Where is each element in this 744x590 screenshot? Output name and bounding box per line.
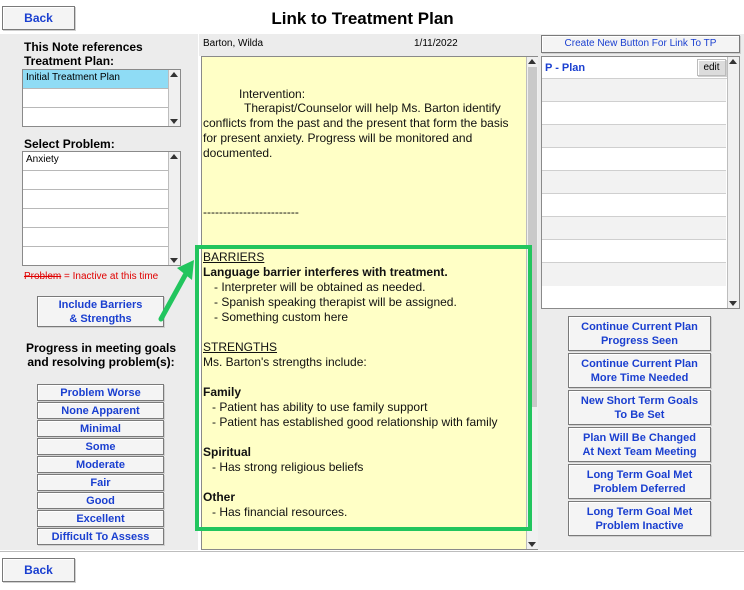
other-heading: Other bbox=[203, 490, 236, 504]
progress-difficult-button[interactable]: Difficult To Assess bbox=[37, 528, 164, 545]
ltg-met-inactive-button[interactable]: Long Term Goal Met Problem Inactive bbox=[568, 501, 711, 536]
plan-row[interactable] bbox=[542, 194, 726, 217]
plan-row[interactable] bbox=[542, 148, 726, 171]
progress-problem-worse-button[interactable]: Problem Worse bbox=[37, 384, 164, 401]
progress-minimal-button[interactable]: Minimal bbox=[37, 420, 164, 437]
scroll-down-icon[interactable] bbox=[729, 301, 737, 306]
scroll-down-icon[interactable] bbox=[170, 119, 178, 124]
progress-some-button[interactable]: Some bbox=[37, 438, 164, 455]
footer-divider bbox=[0, 551, 744, 552]
note-date: 1/11/2022 bbox=[414, 38, 458, 49]
list-item[interactable] bbox=[23, 228, 180, 247]
plan-scrollbar[interactable] bbox=[727, 57, 739, 308]
barriers-heading: BARRIERS bbox=[203, 250, 265, 264]
family-heading: Family bbox=[203, 385, 242, 399]
spiritual-item: - Has strong religious beliefs bbox=[212, 460, 364, 474]
barriers-item: - Interpreter will be obtained as needed. bbox=[214, 280, 426, 294]
barriers-item: - Something custom here bbox=[214, 310, 349, 324]
plan-row[interactable] bbox=[542, 171, 726, 194]
select-problem-label: Select Problem: bbox=[24, 137, 115, 151]
include-barriers-strengths-button[interactable]: Include Barriers & Strengths bbox=[37, 296, 164, 327]
intervention-line-1: Therapist/Counselor will help Ms. Barton identify bbox=[244, 101, 501, 115]
legend-strike-word: Problem bbox=[24, 271, 62, 282]
create-new-button-link[interactable]: Create New Button For Link To TP bbox=[541, 35, 740, 53]
strengths-heading: STRENGTHS bbox=[203, 340, 278, 354]
continue-progress-seen-button[interactable]: Continue Current Plan Progress Seen bbox=[568, 316, 711, 351]
pointer-arrow-icon bbox=[158, 258, 198, 322]
plan-row[interactable] bbox=[542, 240, 726, 263]
list-item[interactable] bbox=[23, 209, 180, 228]
legend-text: = Inactive at this time bbox=[61, 271, 159, 282]
plan-header-row bbox=[542, 57, 739, 79]
problem-list-scrollbar[interactable] bbox=[168, 152, 180, 265]
strengths-intro: Ms. Barton's strengths include: bbox=[203, 355, 367, 369]
back-button-top[interactable]: Back bbox=[2, 6, 75, 30]
back-button-bottom[interactable]: Back bbox=[2, 558, 75, 582]
treatment-plan-list[interactable] bbox=[22, 69, 181, 127]
inactive-legend bbox=[24, 271, 158, 282]
family-item: - Patient has ability to use family support bbox=[212, 400, 428, 414]
barriers-title: Language barrier interferes with treatment. bbox=[203, 265, 448, 279]
plan-row[interactable] bbox=[542, 79, 726, 102]
progress-label: Progress in meeting goals and resolving problem(s): bbox=[25, 341, 177, 369]
edit-button[interactable]: edit bbox=[697, 59, 726, 76]
problem-list[interactable] bbox=[22, 151, 181, 266]
intervention-line-4: documented. bbox=[203, 146, 273, 160]
plan-row[interactable] bbox=[542, 125, 726, 148]
plan-row[interactable] bbox=[542, 263, 726, 286]
progress-fair-button[interactable]: Fair bbox=[37, 474, 164, 491]
family-item: - Patient has established good relationship with family bbox=[212, 415, 498, 429]
ltg-met-deferred-button[interactable]: Long Term Goal Met Problem Deferred bbox=[568, 464, 711, 499]
plan-box bbox=[541, 56, 740, 309]
progress-moderate-button[interactable]: Moderate bbox=[37, 456, 164, 473]
barriers-item: - Spanish speaking therapist will be assigned. bbox=[214, 295, 457, 309]
new-short-term-goals-button[interactable]: New Short Term Goals To Be Set bbox=[568, 390, 711, 425]
intervention-title: Intervention: bbox=[239, 87, 306, 101]
scroll-up-icon[interactable] bbox=[170, 154, 178, 159]
plan-will-be-changed-button[interactable]: Plan Will Be Changed At Next Team Meeting bbox=[568, 427, 711, 462]
highlight-box bbox=[195, 245, 532, 531]
plan-rows bbox=[542, 79, 726, 286]
plan-label: P - Plan bbox=[545, 62, 586, 74]
spiritual-heading: Spiritual bbox=[203, 445, 252, 459]
references-label: This Note references Treatment Plan: bbox=[24, 40, 143, 68]
progress-excellent-button[interactable]: Excellent bbox=[37, 510, 164, 527]
list-item[interactable] bbox=[23, 247, 180, 266]
scroll-up-icon[interactable] bbox=[528, 59, 536, 64]
scroll-up-icon[interactable] bbox=[729, 59, 737, 64]
plan-row[interactable] bbox=[542, 217, 726, 240]
list-item[interactable] bbox=[23, 108, 180, 127]
list-item[interactable]: Anxiety bbox=[23, 152, 180, 171]
list-item[interactable] bbox=[23, 89, 180, 108]
other-item: - Has financial resources. bbox=[212, 505, 348, 519]
scroll-up-icon[interactable] bbox=[170, 72, 178, 77]
plan-list-scrollbar[interactable] bbox=[168, 70, 180, 126]
intervention-line-2: conflicts from the past and the present that form the basis bbox=[203, 116, 509, 130]
continue-more-time-button[interactable]: Continue Current Plan More Time Needed bbox=[568, 353, 711, 388]
list-item[interactable]: Initial Treatment Plan bbox=[23, 70, 180, 89]
page-title: Link to Treatment Plan bbox=[271, 9, 454, 28]
patient-name: Barton, Wilda bbox=[203, 38, 264, 49]
progress-none-apparent-button[interactable]: None Apparent bbox=[37, 402, 164, 419]
intervention-line-3: for present anxiety. Progress will be monitored and bbox=[203, 131, 473, 145]
progress-good-button[interactable]: Good bbox=[37, 492, 164, 509]
scroll-down-icon[interactable] bbox=[528, 542, 536, 547]
list-item[interactable] bbox=[23, 190, 180, 209]
plan-row[interactable] bbox=[542, 102, 726, 125]
separator-line: ------------------------ bbox=[203, 205, 299, 219]
list-item[interactable] bbox=[23, 171, 180, 190]
